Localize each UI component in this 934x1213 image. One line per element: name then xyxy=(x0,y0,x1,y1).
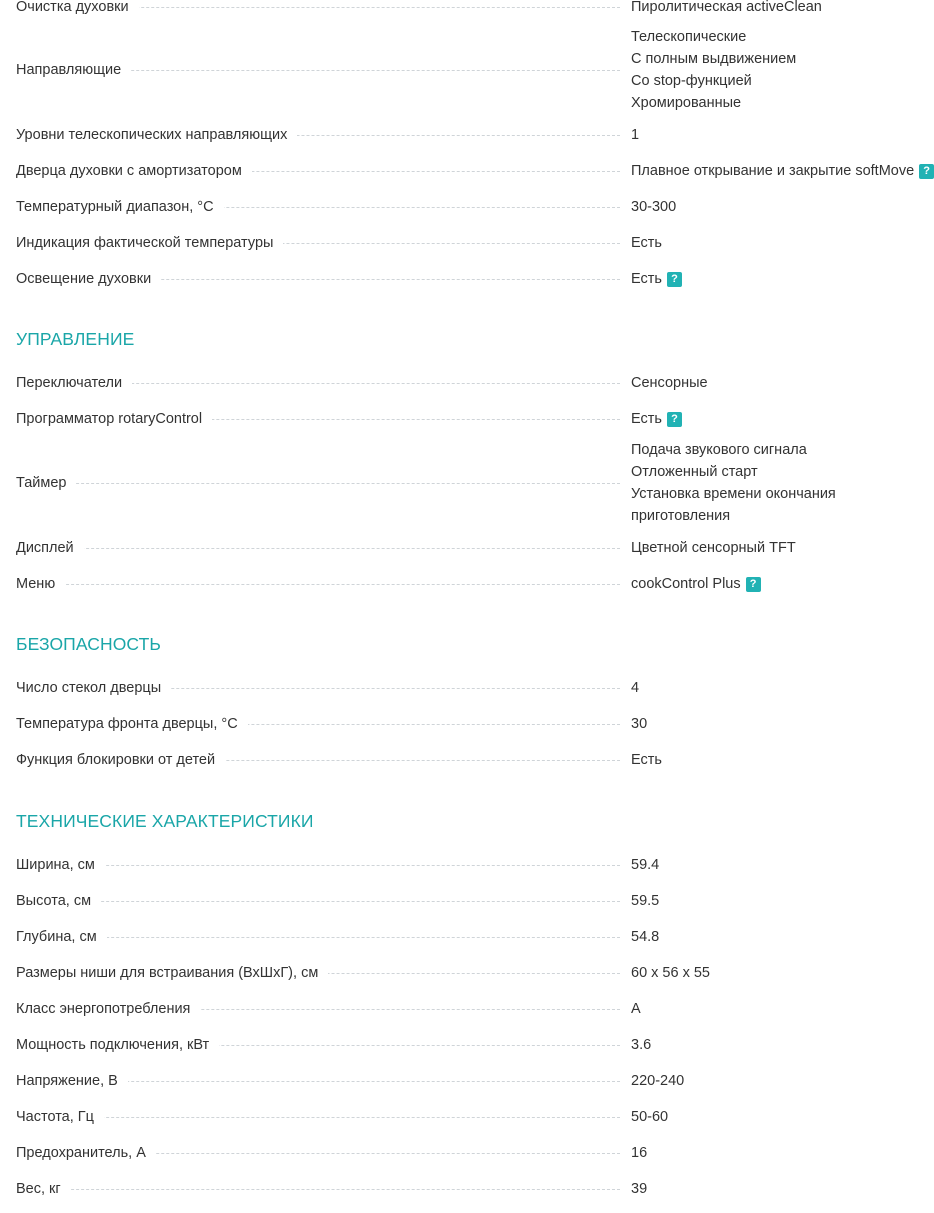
spec-label: Температура фронта дверцы, °C xyxy=(16,713,248,735)
section-title: БЕЗОПАСНОСТЬ xyxy=(16,634,161,654)
spec-value-line: 50-60 xyxy=(631,1109,669,1125)
spec-value-line: Цветной сенсорный TFT xyxy=(631,540,796,556)
spec-value xyxy=(631,998,641,1020)
spec-value xyxy=(631,372,708,394)
spec-value-line: приготовления xyxy=(631,508,731,524)
spec-value xyxy=(631,232,662,254)
spec-row xyxy=(16,677,934,699)
spec-label: Предохранитель, А xyxy=(16,1142,156,1164)
spec-row xyxy=(16,439,934,527)
spec-label: Глубина, см xyxy=(16,926,107,948)
spec-label: Направляющие xyxy=(16,59,131,81)
spec-value-line: 4 xyxy=(631,680,640,696)
spec-value-line: 220-240 xyxy=(631,1073,685,1089)
spec-label: Напряжение, В xyxy=(16,1070,128,1092)
spec-value xyxy=(631,0,822,18)
dotted-leader xyxy=(16,1117,620,1118)
spec-row xyxy=(16,408,934,430)
spec-row xyxy=(16,1070,934,1092)
dotted-leader xyxy=(16,584,620,585)
spec-value xyxy=(631,1070,684,1092)
spec-row xyxy=(16,268,934,290)
section-title: ТЕХНИЧЕСКИЕ ХАРАКТЕРИСТИКИ xyxy=(16,811,314,831)
spec-value xyxy=(631,1178,647,1200)
question-icon[interactable]: ? xyxy=(667,272,682,287)
question-icon[interactable]: ? xyxy=(667,412,682,427)
spec-value-line: Сенсорные xyxy=(631,375,708,391)
spec-value-line: 3.6 xyxy=(631,1037,652,1053)
spec-value xyxy=(631,854,659,876)
spec-row xyxy=(16,1034,934,1056)
spec-label: Мощность подключения, кВт xyxy=(16,1034,219,1056)
spec-value-line: Есть xyxy=(631,752,662,768)
spec-value-line: 59.5 xyxy=(631,893,660,909)
spec-value-line: Есть xyxy=(631,235,662,251)
spec-value-line: cookControl Plus xyxy=(631,576,741,592)
spec-value xyxy=(631,408,682,430)
spec-value xyxy=(631,1034,651,1056)
spec-row xyxy=(16,160,934,182)
spec-label: Меню xyxy=(16,573,65,595)
spec-label: Индикация фактической температуры xyxy=(16,232,283,254)
spec-label: Размеры ниши для встраивания (ВхШхГ), см xyxy=(16,962,328,984)
spec-value-line: Подача звукового сигнала xyxy=(631,442,807,458)
spec-row xyxy=(16,537,934,559)
spec-label: Переключатели xyxy=(16,372,132,394)
spec-value xyxy=(631,1142,647,1164)
dotted-leader xyxy=(16,483,620,484)
dotted-leader xyxy=(16,901,620,902)
spec-value xyxy=(631,196,676,218)
spec-value xyxy=(631,439,836,527)
spec-label: Освещение духовки xyxy=(16,268,161,290)
spec-label: Высота, см xyxy=(16,890,101,912)
spec-row xyxy=(16,926,934,948)
spec-value xyxy=(631,124,639,146)
spec-value xyxy=(631,1106,668,1128)
spec-row xyxy=(16,26,934,114)
dotted-leader xyxy=(16,1189,620,1190)
spec-row xyxy=(16,998,934,1020)
spec-label: Число стекол дверцы xyxy=(16,677,171,699)
dotted-leader xyxy=(16,548,620,549)
section-title: УПРАВЛЕНИЕ xyxy=(16,329,135,349)
spec-label: Функция блокировки от детей xyxy=(16,749,225,771)
spec-row xyxy=(16,124,934,146)
spec-label: Частота, Гц xyxy=(16,1106,104,1128)
spec-label: Температурный диапазон, °C xyxy=(16,196,224,218)
spec-row xyxy=(16,749,934,771)
question-icon[interactable]: ? xyxy=(746,577,761,592)
spec-label: Очистка духовки xyxy=(16,0,139,18)
spec-row xyxy=(16,573,934,595)
spec-label: Уровни телескопических направляющих xyxy=(16,124,297,146)
spec-label: Дисплей xyxy=(16,537,84,559)
spec-value xyxy=(631,26,796,114)
spec-value-line: Телескопические xyxy=(631,29,747,45)
spec-row xyxy=(16,962,934,984)
spec-value-line: 39 xyxy=(631,1181,648,1197)
spec-value-line: 1 xyxy=(631,127,640,143)
spec-value-line: Пиролитическая activeClean xyxy=(631,0,822,15)
dotted-leader xyxy=(16,865,620,866)
spec-row xyxy=(16,854,934,876)
spec-value-line: Плавное открывание и закрытие softMove xyxy=(631,163,915,179)
spec-value-line: Хромированные xyxy=(631,95,742,111)
spec-value-line: Есть xyxy=(631,411,662,427)
spec-row xyxy=(16,1142,934,1164)
spec-row xyxy=(16,196,934,218)
spec-value-line: 60 x 56 x 55 xyxy=(631,965,710,981)
spec-label: Ширина, см xyxy=(16,854,105,876)
question-icon[interactable]: ? xyxy=(919,164,934,179)
spec-value-line: С полным выдвижением xyxy=(631,51,797,67)
spec-value-line: 30-300 xyxy=(631,199,677,215)
spec-value xyxy=(631,713,647,735)
spec-value xyxy=(631,677,639,699)
spec-label: Таймер xyxy=(16,472,76,494)
spec-value-line: 59.4 xyxy=(631,857,660,873)
spec-value xyxy=(631,268,682,290)
spec-row xyxy=(16,1178,934,1200)
spec-label: Класс энергопотребления xyxy=(16,998,200,1020)
spec-value xyxy=(631,890,659,912)
spec-value xyxy=(631,160,934,182)
spec-row xyxy=(16,232,934,254)
spec-label: Программатор rotaryControl xyxy=(16,408,212,430)
spec-label: Дверца духовки с амортизатором xyxy=(16,160,252,182)
spec-value-line: Со stop-функцией xyxy=(631,73,752,89)
spec-value-line: A xyxy=(631,1001,641,1017)
spec-value xyxy=(631,573,761,595)
spec-row xyxy=(16,1106,934,1128)
spec-label: Вес, кг xyxy=(16,1178,71,1200)
spec-value-line: 54.8 xyxy=(631,929,660,945)
spec-value-line: 16 xyxy=(631,1145,648,1161)
spec-value-line: Есть xyxy=(631,271,662,287)
spec-row xyxy=(16,713,934,735)
spec-value xyxy=(631,537,796,559)
spec-value-line: Отложенный старт xyxy=(631,464,758,480)
spec-value xyxy=(631,962,710,984)
spec-value-line: Установка времени окончания xyxy=(631,486,836,502)
spec-row xyxy=(16,0,934,18)
spec-row xyxy=(16,372,934,394)
spec-value xyxy=(631,749,662,771)
spec-value xyxy=(631,926,659,948)
spec-value-line: 30 xyxy=(631,716,648,732)
spec-row xyxy=(16,890,934,912)
